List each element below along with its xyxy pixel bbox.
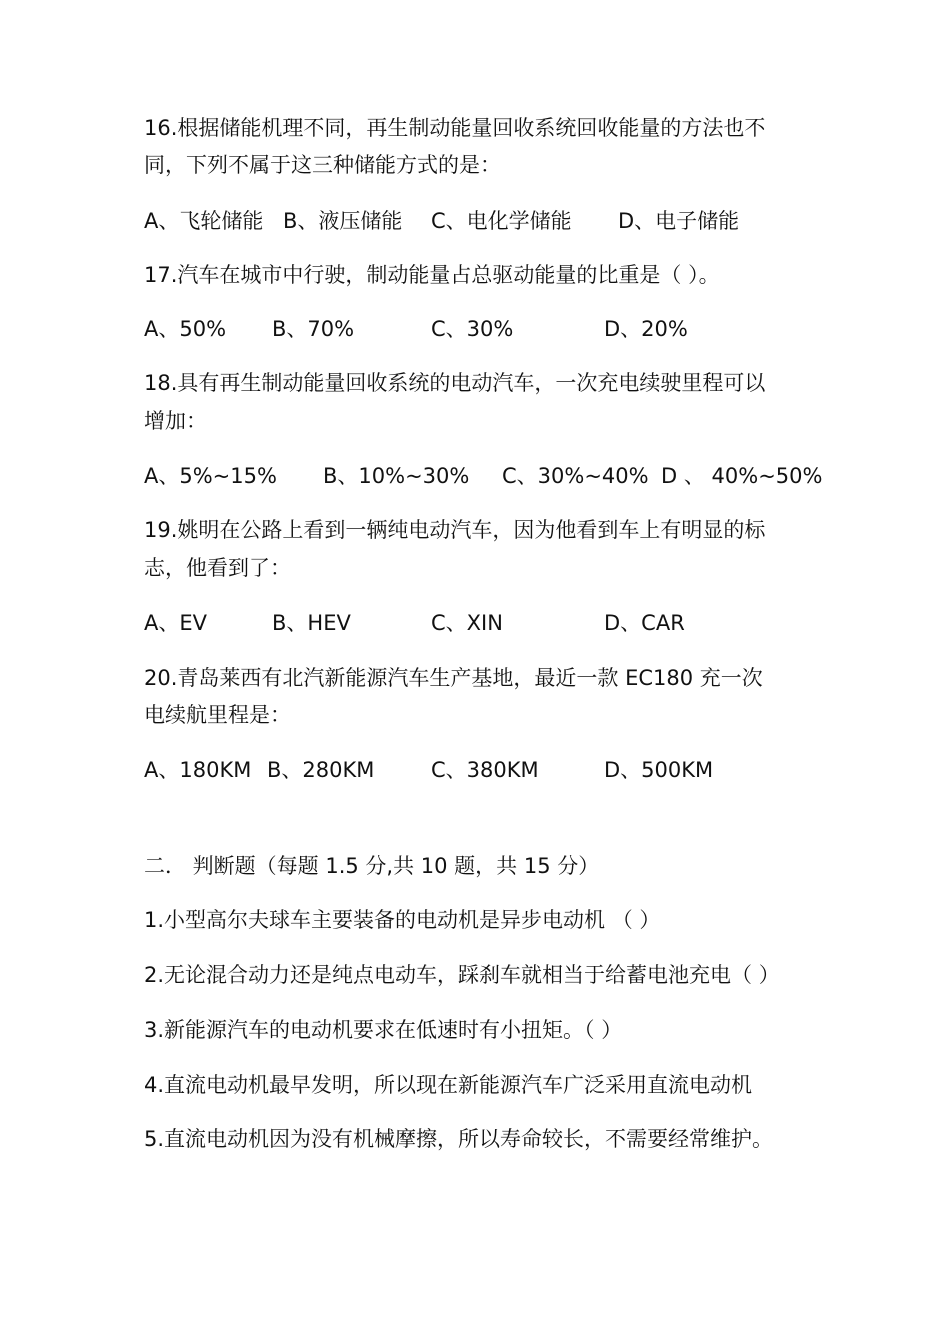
question-16-option-d: D、电子储能: [618, 209, 740, 233]
question-19-option-a: A、EV: [144, 611, 207, 635]
question-16-stem-line-1: 16.根据储能机理不同，再生制动能量回收系统回收能量的方法也不: [144, 116, 766, 140]
question-20-stem-line-2: 电续航里程是：: [144, 703, 291, 727]
question-18-option-a: A、5%~15%: [144, 464, 277, 488]
question-19-stem-line-1: 19.姚明在公路上看到一辆纯电动汽车，因为他看到车上有明显的标: [144, 518, 766, 542]
question-19-stem-line-2: 志，他看到了：: [144, 556, 291, 580]
question-16-option-c: C、电化学储能: [431, 209, 572, 233]
true-false-item-1: 1.小型高尔夫球车主要装备的电动机是异步电动机 （ ）: [144, 908, 661, 932]
question-16-option-b: B、液压储能: [283, 209, 403, 233]
section-2-heading: 二． 判断题（每题 1.5 分,共 10 题，共 15 分）: [144, 854, 600, 878]
question-19-option-b: B、HEV: [272, 611, 351, 635]
question-17-option-c: C、30%: [431, 317, 514, 341]
question-19-option-d: D、CAR: [604, 611, 685, 635]
question-20-stem-line-1: 20.青岛莱西有北汽新能源汽车生产基地，最近一款 EC180 充一次: [144, 666, 763, 690]
question-17-stem-line-1: 17.汽车在城市中行驶，制动能量占总驱动能量的比重是（ ）。: [144, 263, 720, 287]
true-false-item-5: 5.直流电动机因为没有机械摩擦，所以寿命较长，不需要经常维护。: [144, 1127, 774, 1151]
question-20-option-c: C、380KM: [431, 758, 539, 782]
question-17-option-d: D、20%: [604, 317, 688, 341]
question-17-option-b: B、70%: [272, 317, 355, 341]
question-20-option-b: B、280KM: [267, 758, 375, 782]
true-false-item-3: 3.新能源汽车的电动机要求在低速时有小扭矩。（ ）: [144, 1018, 623, 1042]
question-18-option-d: D 、 40%~50%: [661, 464, 823, 488]
true-false-item-4: 4.直流电动机最早发明，所以现在新能源汽车广泛采用直流电动机: [144, 1073, 753, 1097]
question-16-stem-line-2: 同，下列不属于这三种储能方式的是：: [144, 153, 501, 177]
question-20-option-a: A、180KM: [144, 758, 252, 782]
true-false-item-2: 2.无论混合动力还是纯点电动车，踩刹车就相当于给蓄电池充电（ ）: [144, 963, 780, 987]
question-17-option-a: A、50%: [144, 317, 227, 341]
question-19-option-c: C、XIN: [431, 611, 503, 635]
question-16-option-a: A、飞轮储能: [144, 209, 264, 233]
question-18-option-b: B、10%~30%: [323, 464, 470, 488]
question-18-stem-line-1: 18.具有再生制动能量回收系统的电动汽车，一次充电续驶里程可以: [144, 371, 766, 395]
question-18-stem-line-2: 增加：: [144, 409, 207, 433]
question-20-option-d: D、500KM: [604, 758, 714, 782]
question-18-option-c: C、30%~40%: [502, 464, 649, 488]
